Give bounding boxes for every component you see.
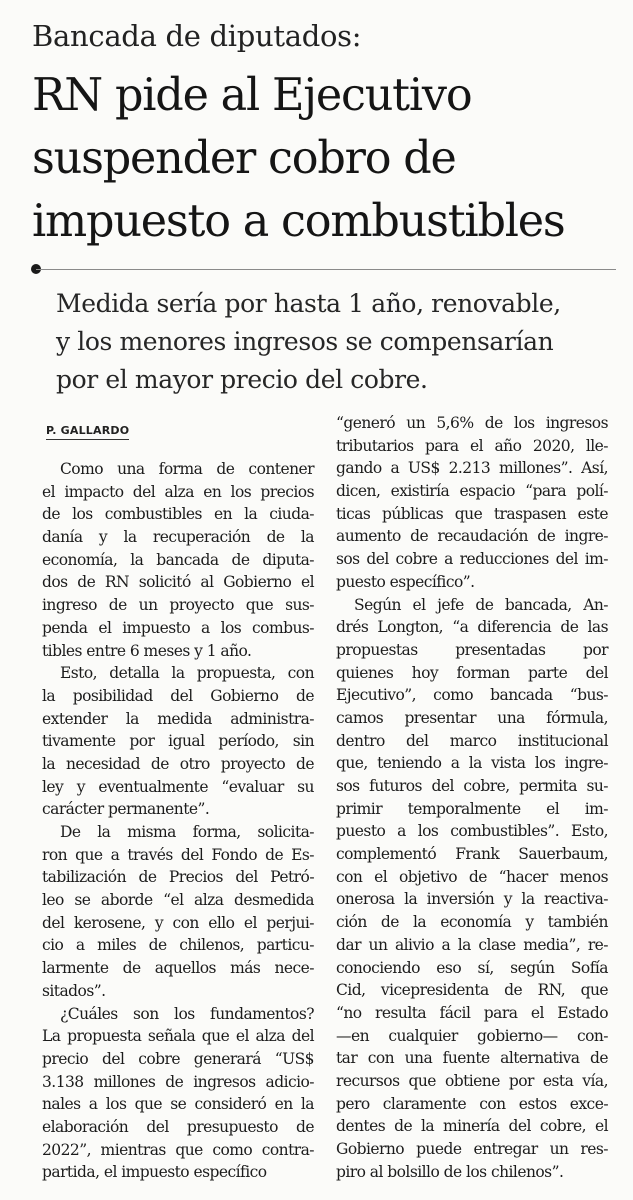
body-text-line: partida, el impuesto específico: [42, 1163, 267, 1182]
body-text-line: sos futuros del cobre, permita su-: [336, 777, 608, 795]
body-text-line: ción de la economía y también: [336, 913, 608, 932]
body-text-line: cio a miles de chilenos, particu-: [42, 936, 314, 955]
article-headline: [32, 64, 622, 253]
body-text-line: dar un alivio a la clase media”, re-: [336, 935, 608, 954]
body-text-line: penda el impuesto a los combus-: [42, 618, 314, 637]
body-text-line: tar con una fuente alternativa de: [336, 1049, 608, 1068]
body-text-line: ¿Cuáles son los fundamentos?: [60, 1004, 314, 1023]
body-text-line: 2022”, mientras que como contra-: [42, 1140, 314, 1159]
body-column-left: [42, 458, 314, 1184]
body-text-line: larmente de aquellos más nece-: [42, 959, 314, 978]
body-text-line: Gobierno puede entregar un res-: [336, 1140, 608, 1158]
body-text-line: aumento de recaudación de ingre-: [336, 527, 608, 546]
body-text-line: piro al bolsillo de los chilenos”.: [336, 1162, 564, 1181]
body-text-line: puesto específico”.: [336, 572, 475, 591]
body-text-line: danía y la recuperación de la: [42, 528, 314, 547]
body-text-line: con el objetivo de “hacer menos: [336, 867, 608, 886]
body-text-line: tabilización de Precios del Petró-: [42, 868, 314, 887]
body-text-line: dos de RN solicitó al Gobierno el: [42, 573, 314, 592]
body-text-line: quienes hoy forman parte del: [336, 663, 608, 682]
body-text-line: sos del cobre a reducciones del im-: [336, 550, 608, 569]
author-byline: P. GALLARDO: [46, 424, 129, 440]
body-text-line: carácter permanente”.: [42, 800, 210, 819]
body-text-line: precio del cobre generará “US$: [42, 1049, 314, 1068]
body-text-line: leo se aborde “el alza desmedida: [42, 891, 314, 910]
deck-line: por el mayor precio del cobre.: [56, 365, 428, 394]
body-text-line: elaboración del presupuesto de: [42, 1117, 314, 1136]
body-text-line: tibles entre 6 meses y 1 año.: [42, 641, 252, 660]
body-text-line: la necesidad de otro proyecto de: [42, 754, 314, 773]
body-text-line: ley y eventualmente “evaluar su: [42, 777, 314, 796]
body-text-line: el impacto del alza en los precios: [42, 482, 314, 501]
headline-line: suspender cobro de: [32, 133, 456, 184]
body-text-line: ticas públicas que traspasen este: [336, 504, 608, 523]
body-text-line: De la misma forma, solicita-: [60, 823, 314, 841]
body-text-line: extender la medida administra-: [42, 709, 314, 728]
body-text-line: gando a US$ 2.213 millones”. Así,: [336, 459, 608, 478]
body-text-line: del kerosene, y con ello el perjui-: [42, 913, 314, 932]
body-text-line: dentes de la minería del cobre, el: [336, 1117, 608, 1136]
body-text-line: Esto, detalla la propuesta, con: [60, 664, 314, 683]
body-text-line: economía, la bancada de diputa-: [42, 550, 314, 569]
deck-line: Medida sería por hasta 1 año, renovable,: [56, 289, 561, 318]
body-text-line: sitados”.: [42, 981, 106, 1000]
body-text-line: de los combustibles en la ciuda-: [42, 505, 314, 524]
body-text-line: nales a los que se consideró en la: [42, 1095, 314, 1114]
body-text-line: tivamente por igual período, sin: [42, 732, 314, 751]
body-text-line: Cid, vicepresidenta de RN, que: [336, 981, 608, 1000]
body-text-line: onerosa la inversión y la reactiva-: [336, 890, 608, 909]
headline-divider: [36, 269, 616, 270]
body-text-line: La propuesta señala que el alza del: [42, 1027, 314, 1046]
body-text-line: tributarios para el año 2020, lle-: [336, 436, 608, 455]
article-kicker: Bancada de diputados:: [32, 19, 362, 53]
body-text-line: propuestas presentadas por: [336, 640, 608, 659]
body-text-line: conociendo eso sí, según Sofía: [336, 958, 608, 977]
body-text-line: recursos que obtiene por esta vía,: [336, 1071, 608, 1090]
body-text-line: ron que a través del Fondo de Es-: [42, 845, 314, 864]
headline-line: impuesto a combustibles: [32, 196, 565, 247]
body-text-line: drés Longton, “a diferencia de las: [336, 618, 608, 637]
deck-line: y los menores ingresos se compensarían: [56, 327, 554, 356]
body-text-line: —en cualquier gobierno— con-: [336, 1026, 608, 1045]
body-text-line: Como una forma de contener: [60, 460, 314, 478]
body-text-line: ingreso de un proyecto que sus-: [42, 596, 314, 615]
body-text-line: puesto a los combustibles”. Esto,: [336, 822, 608, 841]
headline-line: RN pide al Ejecutivo: [32, 70, 472, 121]
body-text-line: pero claramente con estos exce-: [336, 1094, 608, 1113]
body-text-line: camos presentar una fórmula,: [336, 708, 608, 727]
body-text-line: “no resulta fácil para el Estado: [336, 1003, 608, 1022]
body-text-line: dentro del marco institucional: [336, 731, 608, 750]
body-text-line: que, teniendo a la vista los ingre-: [336, 754, 608, 773]
body-text-line: la posibilidad del Gobierno de: [42, 686, 314, 705]
body-column-right: [336, 412, 608, 1183]
body-text-line: complementó Frank Sauerbaum,: [336, 845, 608, 864]
body-text-line: primir temporalmente el im-: [336, 799, 608, 818]
body-text-line: 3.138 millones de ingresos adicio-: [42, 1072, 314, 1091]
body-text-line: Ejecutivo”, como bancada “bus-: [336, 686, 608, 705]
article-deck: [56, 285, 621, 399]
body-text-line: “generó un 5,6% de los ingresos: [336, 414, 608, 432]
body-text-line: Según el jefe de bancada, An-: [354, 595, 608, 614]
body-text-line: dicen, existiría espacio “para polí-: [336, 482, 608, 501]
